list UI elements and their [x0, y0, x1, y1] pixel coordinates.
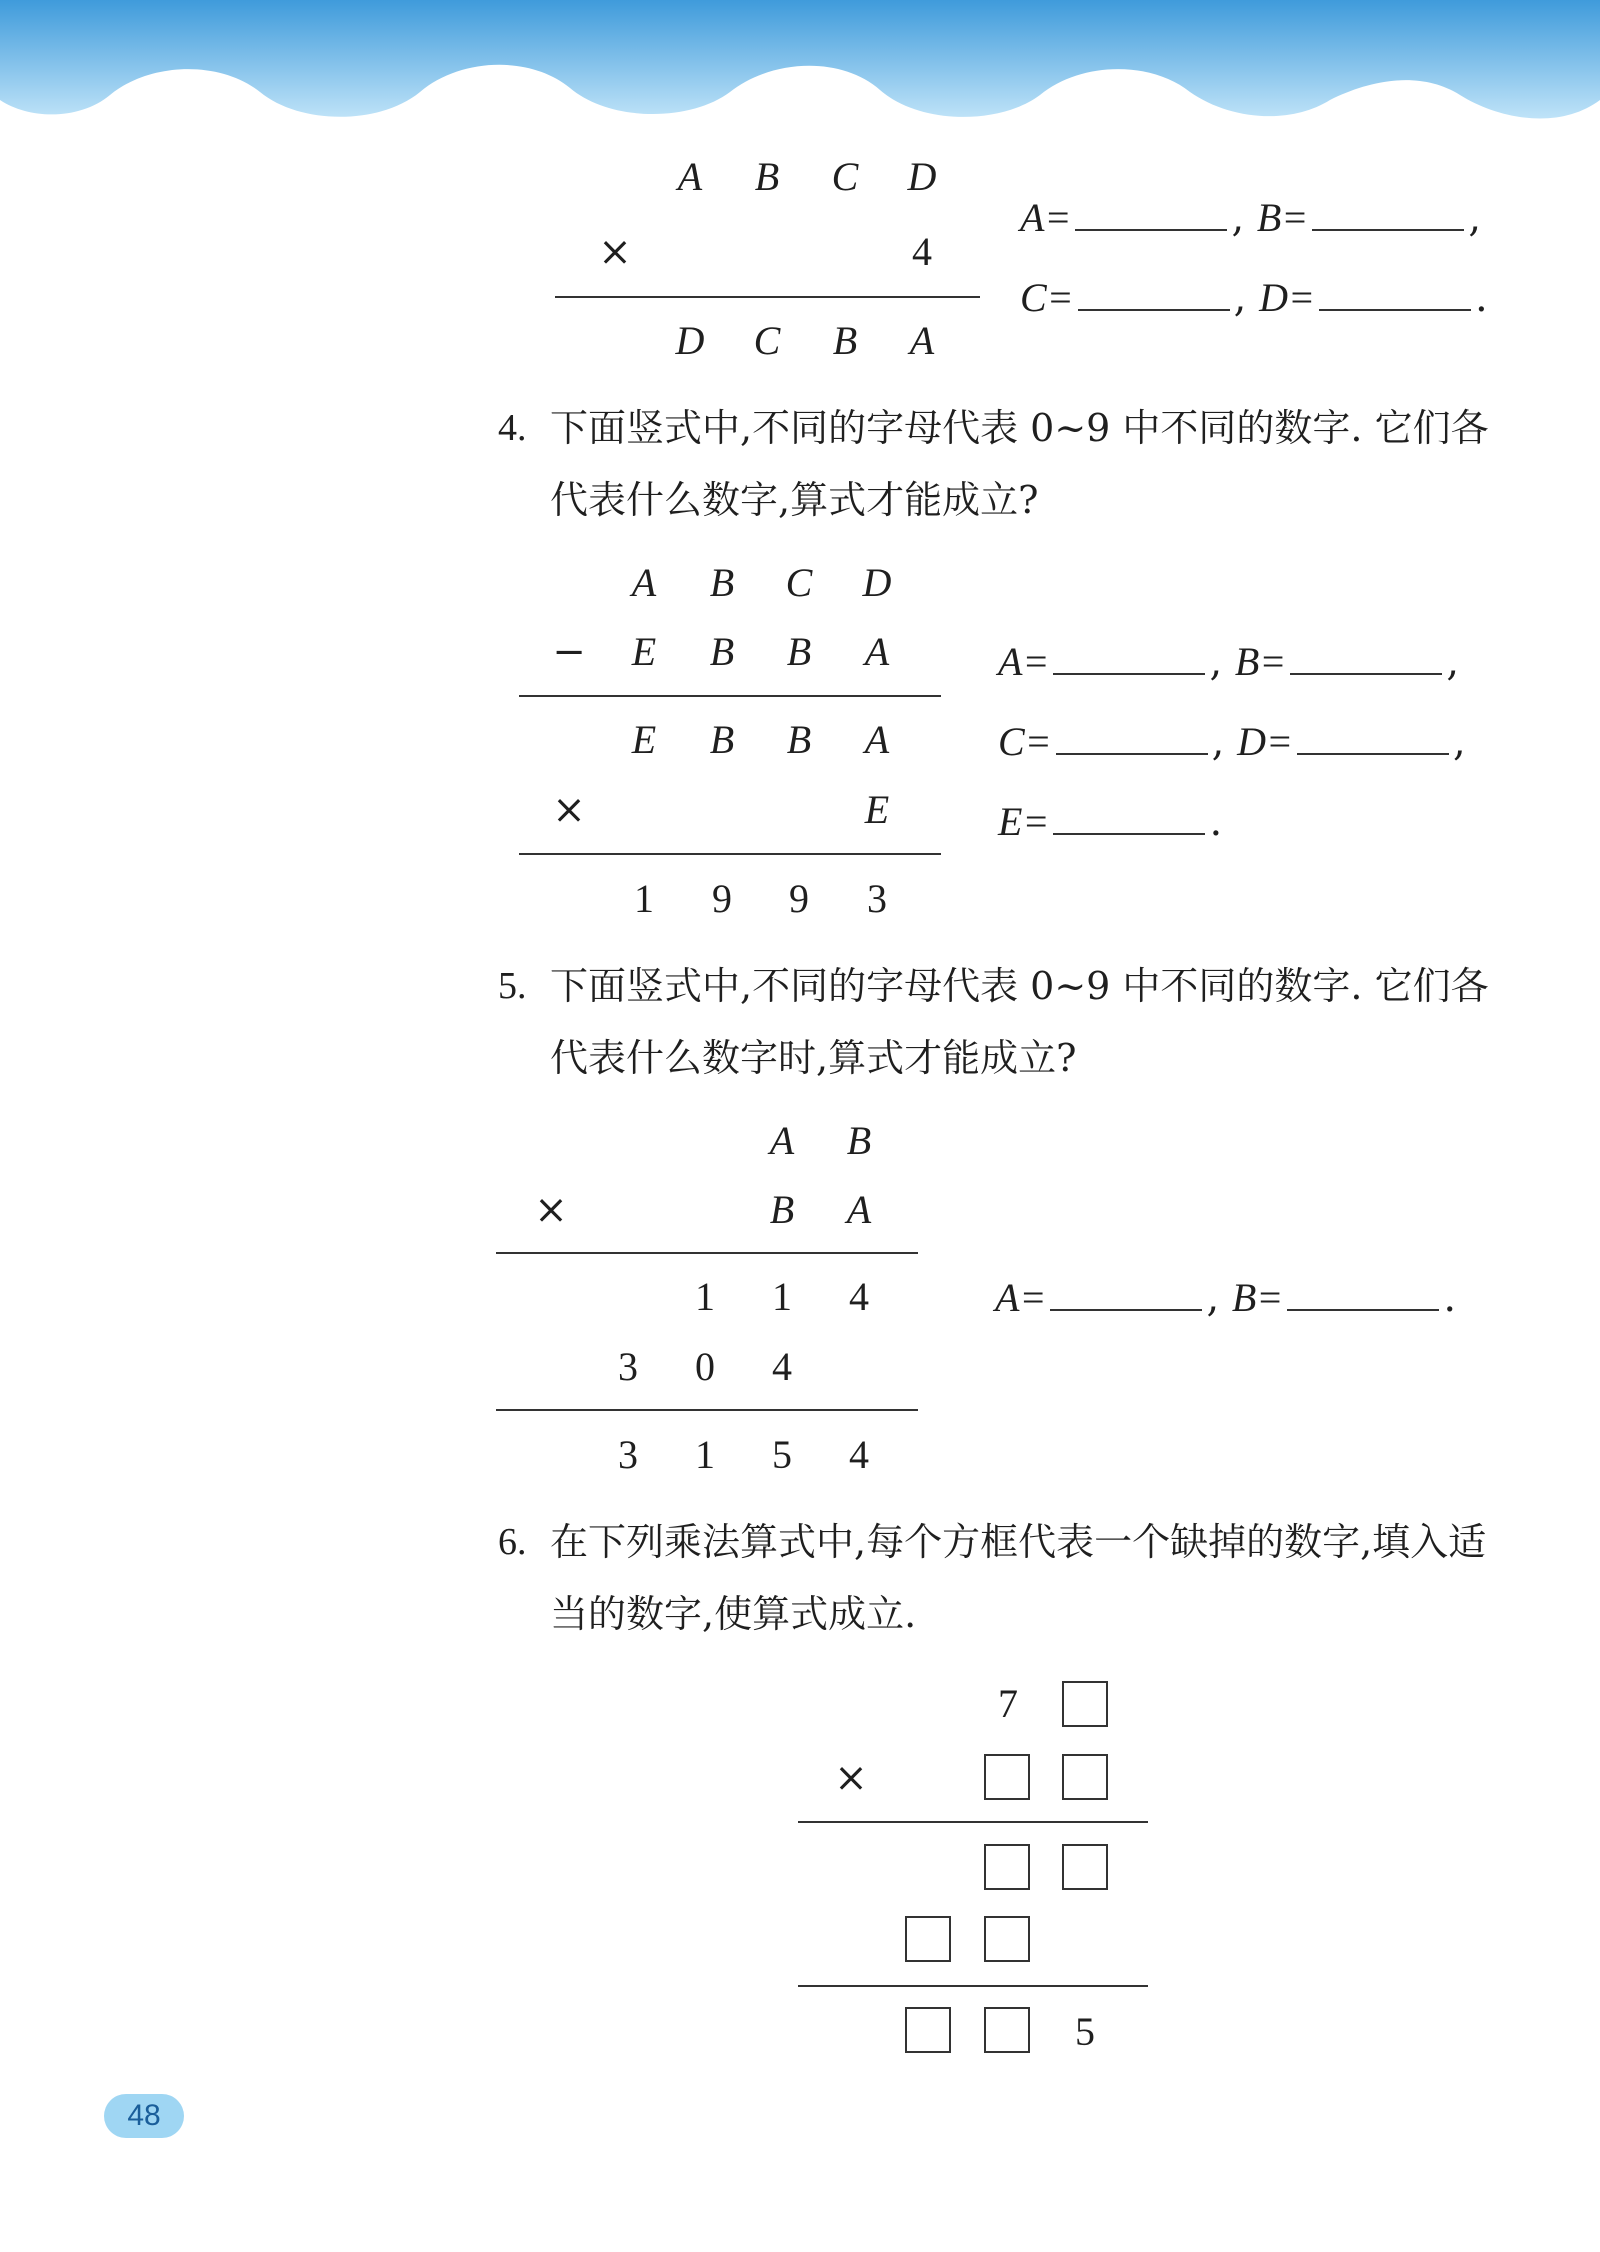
p6-digit-box[interactable] [984, 1844, 1030, 1890]
p5-partial2-digit: 3 [618, 1344, 638, 1389]
p5-partial1-digit: 1 [772, 1274, 792, 1319]
p5-times-sign: × [534, 1187, 568, 1233]
p6-rule-1 [798, 1821, 1148, 1823]
p4-row4-letter: E [864, 787, 890, 832]
p4-row3-letter: B [709, 717, 735, 762]
p4-answer-row-3 [998, 797, 1222, 847]
p6-digit-box[interactable] [1062, 1754, 1108, 1800]
p5-answer-a-blank[interactable] [1050, 1273, 1202, 1311]
p4-answer-e-blank[interactable] [1053, 797, 1205, 835]
p5-partial1-digit: 1 [695, 1274, 715, 1319]
p5-result-digit: 1 [695, 1432, 715, 1477]
p4-answer-c-blank[interactable] [1056, 717, 1208, 755]
p4-row2-letter: A [864, 629, 890, 674]
problem-4-statement [498, 392, 1518, 536]
problem-6-text: 在下列乘法算式中,每个方框代表一个缺掉的数字,填入适当的数字,使算式成立. [550, 1520, 1487, 1636]
p4-rule-2 [519, 853, 941, 855]
problem-6-statement [498, 1506, 1518, 1650]
p5-row2-letter: B [769, 1187, 795, 1232]
p4-sep: , [1446, 639, 1460, 685]
p5-answer-row [995, 1273, 1456, 1323]
p6-digit-box[interactable] [905, 1916, 951, 1962]
p4-row3-letter: E [631, 717, 657, 762]
p3-answer-c-label: C= [1020, 275, 1074, 320]
p5-end: . [1443, 1275, 1457, 1321]
p4-row3-letter: A [864, 717, 890, 762]
p4-answer-d-label: D= [1237, 719, 1293, 764]
p3-answer-c-blank[interactable] [1078, 273, 1230, 311]
p4-answer-c-label: C= [998, 719, 1052, 764]
p6-times-sign: × [834, 1755, 868, 1801]
p5-result-digit: 5 [772, 1432, 792, 1477]
p4-answer-b-label: B= [1234, 639, 1287, 684]
p3-answer-a-label: A= [1020, 195, 1072, 240]
p5-result-digit: 4 [849, 1432, 869, 1477]
p3-row1-letter: C [831, 154, 859, 199]
p4-rule-1 [519, 695, 941, 697]
p3-answer-row-1 [1020, 193, 1481, 243]
problem-4-number: 4. [498, 407, 527, 449]
p3-multiplier: 4 [912, 229, 932, 274]
p3-result-letter: A [909, 318, 935, 363]
p4-row2-letter: B [709, 629, 735, 674]
p3-result-letter: B [832, 318, 858, 363]
problem-5-statement [498, 950, 1518, 1094]
p4-answer-a-blank[interactable] [1053, 637, 1205, 675]
p4-answer-b-blank[interactable] [1290, 637, 1442, 675]
page-number-badge: 48 [104, 2094, 184, 2138]
p5-partial2-digit: 0 [695, 1344, 715, 1389]
p5-partial2-digit: 4 [772, 1344, 792, 1389]
p5-answer-b-label: B= [1231, 1275, 1284, 1320]
p5-row1-letter: B [846, 1118, 872, 1163]
p3-result-letter: D [675, 318, 705, 363]
p5-rule-2 [496, 1409, 918, 1411]
p3-answer-d-blank[interactable] [1319, 273, 1471, 311]
p6-digit-box[interactable] [905, 2007, 951, 2053]
p4-times-sign: × [552, 787, 586, 833]
p4-sep: , [1453, 719, 1466, 765]
sky-header-decoration [0, 0, 1600, 170]
p3-answer-row-2 [1020, 273, 1488, 323]
p3-end: . [1475, 275, 1488, 321]
p3-answer-b-label: B= [1256, 195, 1309, 240]
p4-answer-e-label: E= [998, 799, 1050, 844]
p5-answer-a-label: A= [995, 1275, 1047, 1320]
p3-times-sign: × [598, 229, 632, 275]
p3-sep: , [1231, 195, 1245, 241]
p6-digit-box[interactable] [984, 2007, 1030, 2053]
p4-row1-letter: C [785, 560, 813, 605]
p4-end: . [1209, 799, 1223, 845]
problem-5-text: 下面竖式中,不同的字母代表 0~9 中不同的数字. 它们各代表什么数字时,算式才能成立? [550, 964, 1489, 1080]
p4-minus-sign: − [552, 629, 586, 675]
p6-digit-box[interactable] [1062, 1844, 1108, 1890]
p4-row1-letter: A [631, 560, 657, 605]
p3-answer-a-blank[interactable] [1075, 193, 1227, 231]
p4-result-digit: 9 [789, 876, 809, 921]
p4-answer-row-2 [998, 717, 1466, 767]
p4-sep: , [1209, 639, 1223, 685]
p4-answer-row-1 [998, 637, 1459, 687]
p3-row1-letter: D [907, 154, 937, 199]
p5-answer-b-blank[interactable] [1287, 1273, 1439, 1311]
p4-row1-letter: B [709, 560, 735, 605]
p4-result-digit: 1 [634, 876, 654, 921]
p6-result-digit: 5 [1075, 2009, 1095, 2054]
p3-sep: , [1233, 275, 1247, 321]
p4-result-digit: 9 [712, 876, 732, 921]
p5-sep: , [1206, 1275, 1220, 1321]
p3-answer-b-blank[interactable] [1312, 193, 1464, 231]
p4-answer-a-label: A= [998, 639, 1050, 684]
p3-rule [555, 296, 980, 298]
p4-row3-letter: B [786, 717, 812, 762]
p4-result-digit: 3 [867, 876, 887, 921]
p6-top-digit: 7 [998, 1681, 1018, 1726]
p5-row2-letter: A [846, 1187, 872, 1232]
p5-result-digit: 3 [618, 1432, 638, 1477]
p5-partial1-digit: 4 [849, 1274, 869, 1319]
problem-4-text: 下面竖式中,不同的字母代表 0~9 中不同的数字. 它们各代表什么数字,算式才能成立? [550, 406, 1489, 522]
p4-sep: , [1211, 719, 1225, 765]
p3-row1-letter: A [677, 154, 703, 199]
problem-5-number: 5. [498, 965, 527, 1007]
p3-sep: , [1468, 195, 1482, 241]
p4-row2-letter: E [631, 629, 657, 674]
p4-row1-letter: D [862, 560, 892, 605]
p4-row2-letter: B [786, 629, 812, 674]
p3-row1-letter: B [754, 154, 780, 199]
p6-digit-box[interactable] [1062, 1681, 1108, 1727]
p6-digit-box[interactable] [984, 1754, 1030, 1800]
problem-6-number: 6. [498, 1521, 527, 1563]
p6-rule-2 [798, 1985, 1148, 1987]
p3-result-letter: C [753, 318, 781, 363]
p3-answer-d-label: D= [1259, 275, 1315, 320]
p5-rule-1 [496, 1252, 918, 1254]
p6-digit-box[interactable] [984, 1916, 1030, 1962]
p4-answer-d-blank[interactable] [1297, 717, 1449, 755]
p5-row1-letter: A [769, 1118, 795, 1163]
